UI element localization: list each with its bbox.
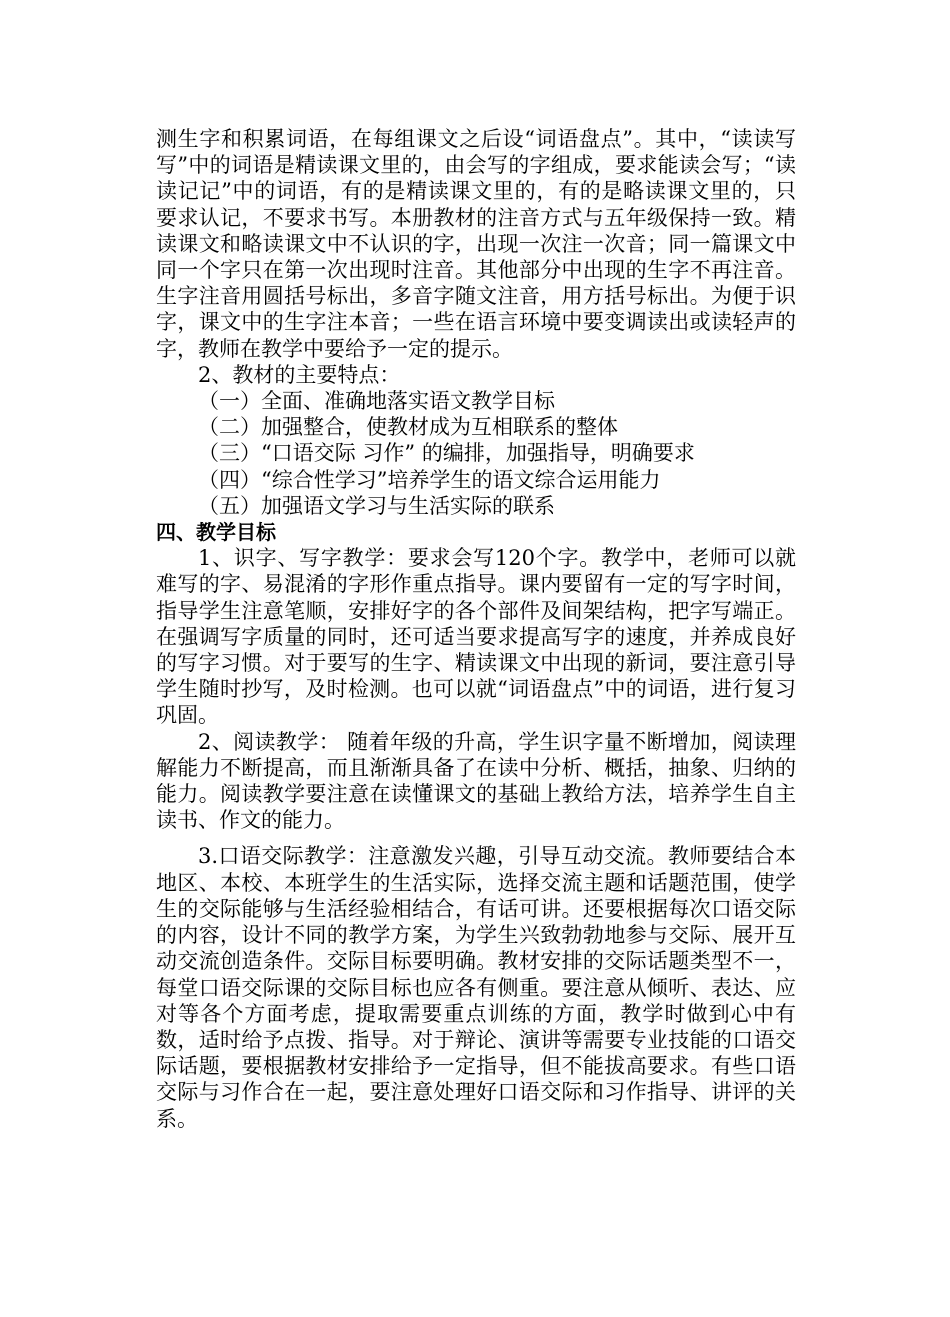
goal-oral-communication: 3.口语交际教学：注意激发兴趣，引导互动交流。教师要结合本地区、本校、本班学生的生活实际，选择交流主题和话题范围，使学生的交际能够与生活经验相结合，有话可讲。还要根据每次口语交际的内容，设计不同的教学方案，为学生兴致勃勃地参与交际、展开互动交流创造条件。交际目标要明确。教材安排的交际话题类型不一，每堂口语交际课的交际目标也应各有侧重。要注意从倾听、表达、应对等各个方面考虑，提取需要重点训练的方面，教学时做到心中有数，适时给予点拨、指导。对于辩论、演讲等需要专业技能的口语交际话题，要根据教材安排给予一定指导，但不能拔高要求。有些口语交际与习作合在一起，要注意处理好口语交际和习作指导、讲评的关系。 xyxy=(156,844,796,1131)
feature-item-3: （三）“口语交际 习作” 的编排，加强指导，明确要求 xyxy=(198,441,695,466)
goal-literacy-writing: 1、识字、写字教学：要求会写120个字。教学中，老师可以就难写的字、易混淆的字形作重点指导。课内要留有一定的写字时间，指导学生注意笔顺，安排好字的各个部件及间架结构，把字写端正。在强调写字质量的同时，还可适当要求提高写字的速度，并养成良好的写字习惯。对于要写的生字、精读课文中出现的新词，要注意引导学生随时抄写，及时检测。也可以就“词语盘点”中的词语，进行复习巩固。 xyxy=(156,546,796,728)
features-title: 2、教材的主要特点： xyxy=(198,362,401,387)
feature-item-4: （四）“综合性学习”培养学生的语文综合运用能力 xyxy=(198,467,661,492)
feature-item-5: （五）加强语文学习与生活实际的联系 xyxy=(198,493,555,518)
paragraph-vocabulary: 测生字和积累词语，在每组课文之后设“词语盘点”。其中，“读读写写”中的词语是精读课文里的，由会写的字组成，要求能读会写；“读读记记”中的词语，有的是精读课文里的，有的是略读课文里的，只要求认记，不要求书写。本册教材的注音方式与五年级保持一致。精读课文和略读课文中不认识的字，出现一次注一次音；同一篇课文中同一个字只在第一次出现时注音。其他部分中出现的生字不再注音。生字注音用圆括号标出，多音字随文注音，用方括号标出。为便于识字，课文中的生字注本音；一些在语言环境中要变调读出或读轻声的字，教师在教学中要给予一定的提示。 xyxy=(156,127,796,361)
document-page xyxy=(156,126,796,1132)
feature-item-2: （二）加强整合，使教材成为互相联系的整体 xyxy=(198,415,618,440)
section-heading-teaching-goals: 四、教学目标 xyxy=(156,520,276,545)
feature-item-1: （一）全面、准确地落实语文教学目标 xyxy=(198,389,555,414)
goal-reading: 2、阅读教学： 随着年级的升高，学生识字量不断增加，阅读理解能力不断提高，而且渐渐具备了在读中分析、概括，抽象、归纳的能力。阅读教学要注意在读懂课文的基础上教给方法，培养学生自主读书、作文的能力。 xyxy=(156,729,796,833)
